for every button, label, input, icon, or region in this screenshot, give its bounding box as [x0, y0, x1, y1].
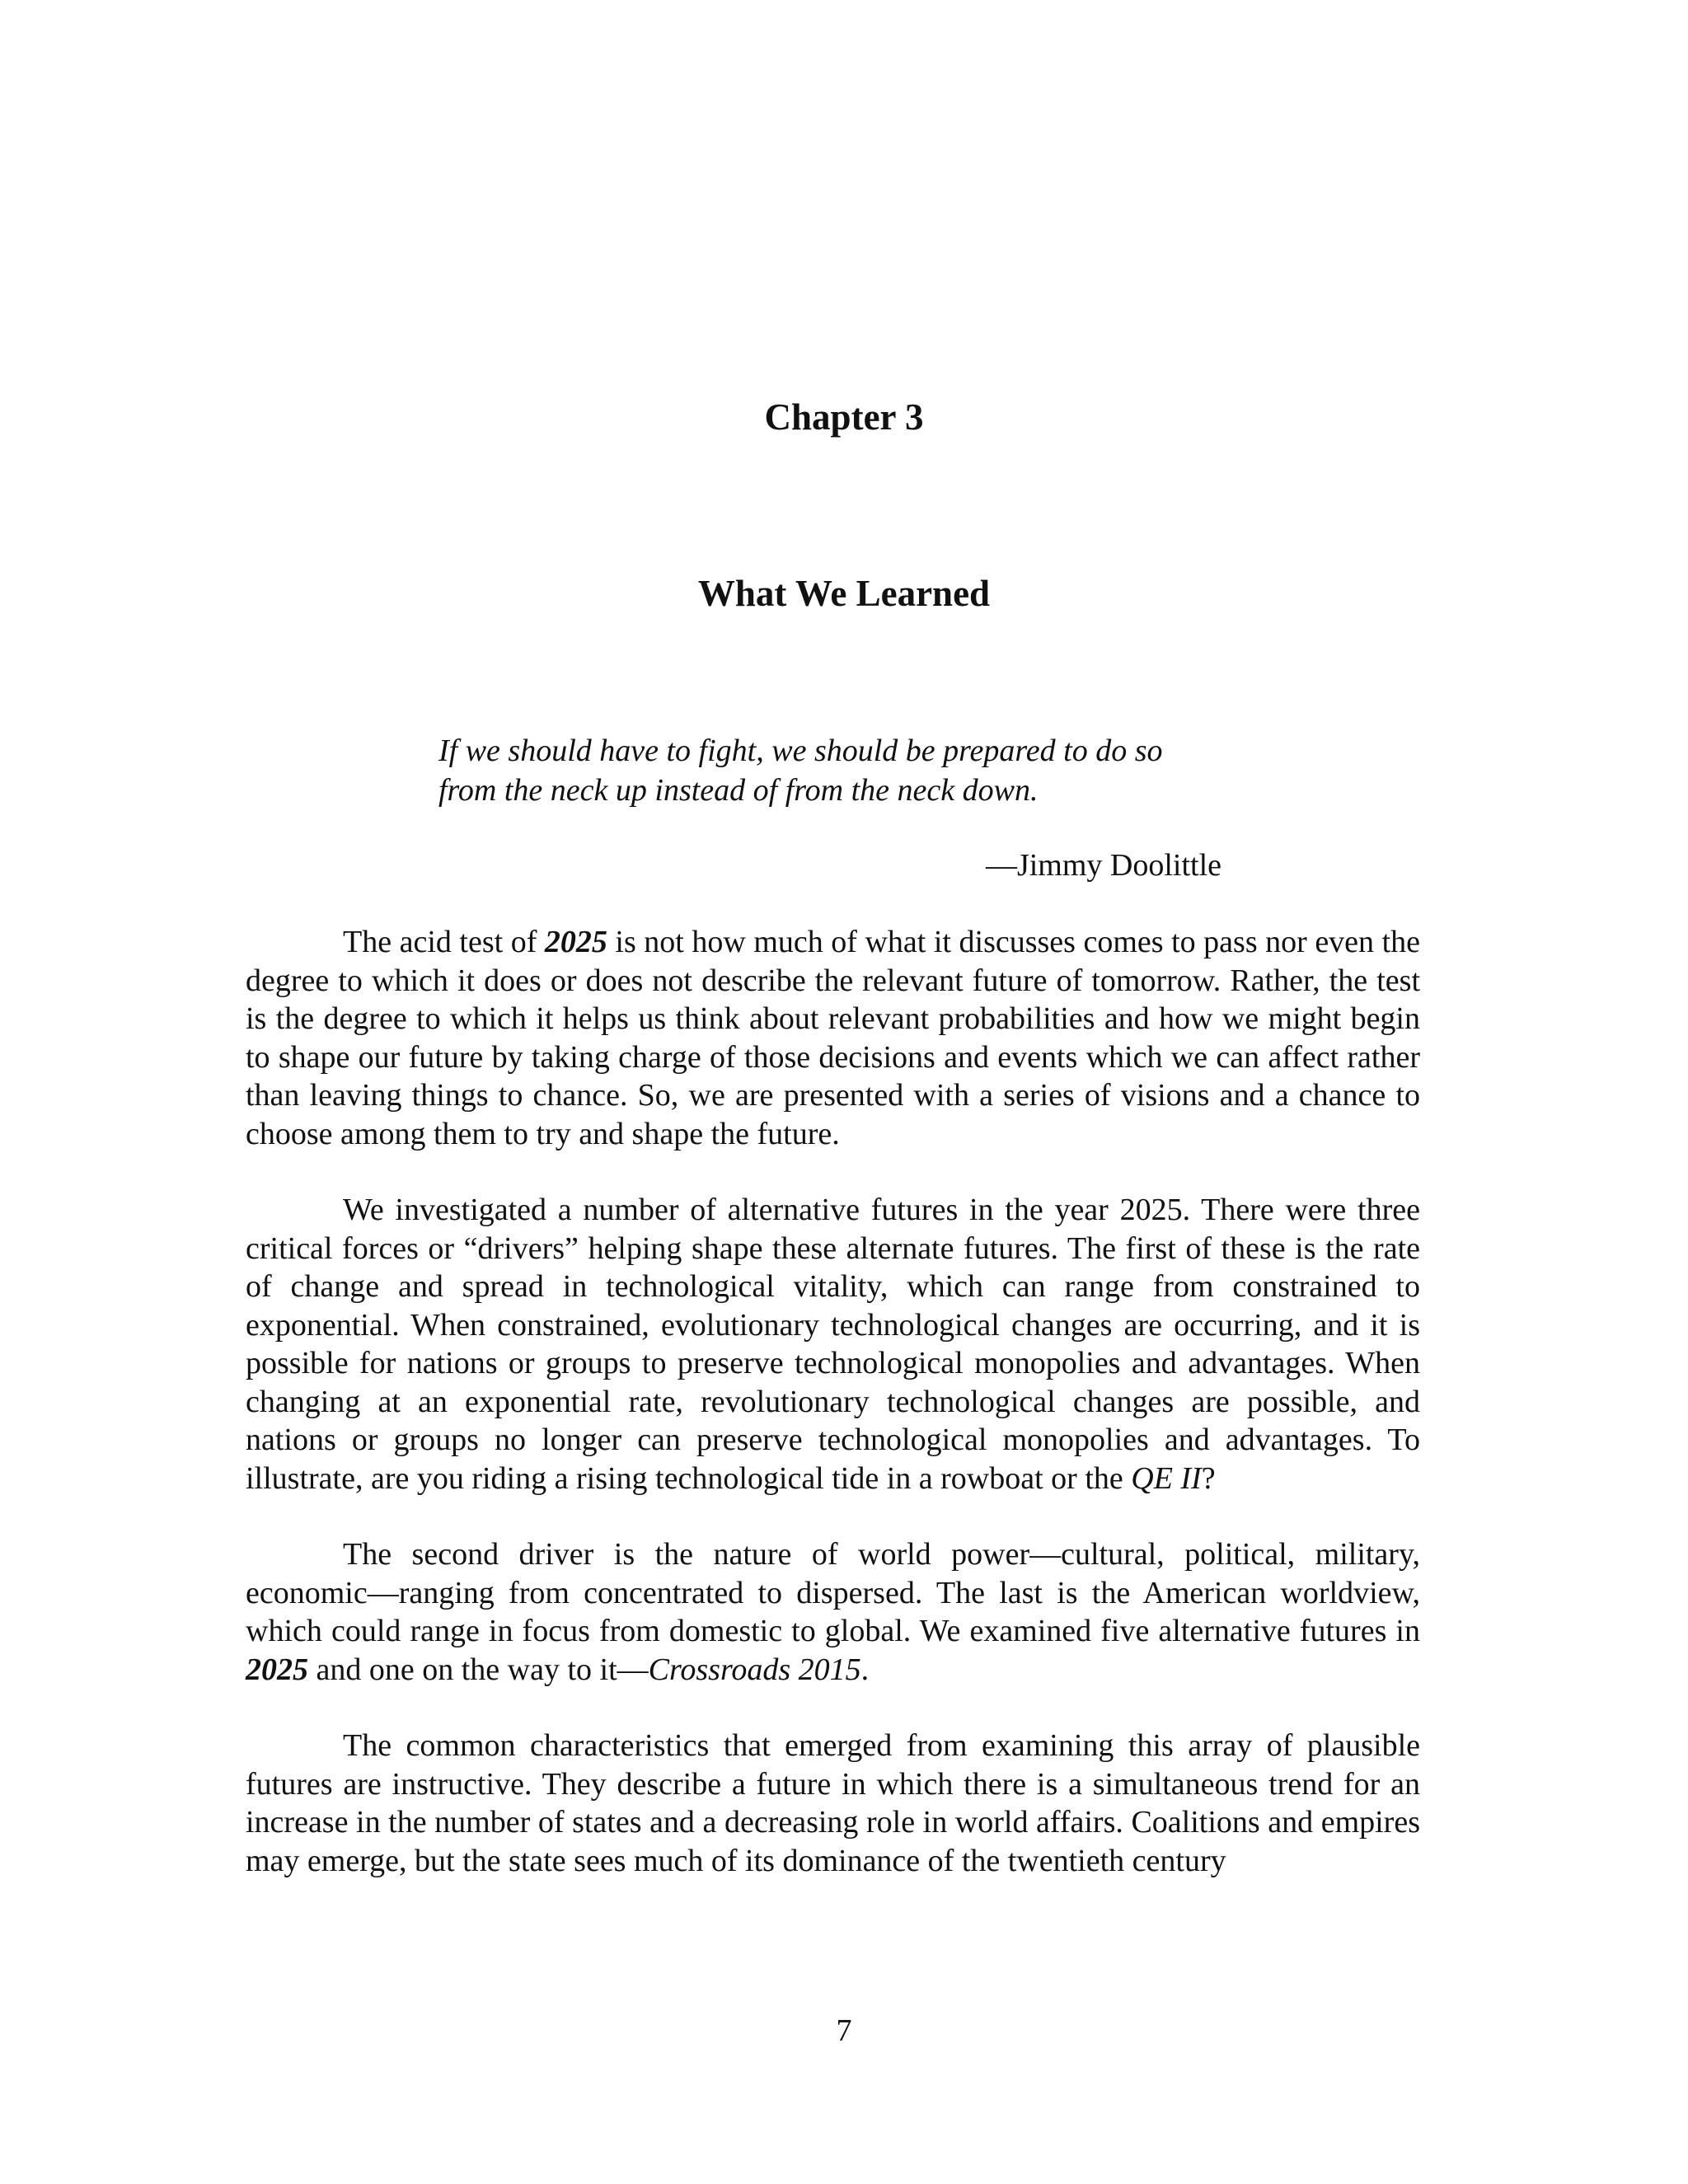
text-run: is not how much of what it discusses comes to pass nor even the degree to which it does or does not describe the relevant future of tomorrow. Rather, the test is the degree to which it helps us think about relevant probabilities and how we might begin to shape our future by taking charge of those decisions and events which we can affect rather than leaving things to chance. So, we are presented with a series of visions and a chance to choose among them to try and shape the future. — [246, 925, 1420, 1151]
text-run: ? — [1201, 1460, 1216, 1496]
page-number: 7 — [836, 2013, 852, 2048]
body-paragraph — [246, 1535, 1420, 1689]
epigraph-line: from the neck up instead of from the neck down. — [438, 773, 1039, 808]
text-run: The common characteristics that emerged from examining this array of plausible futures are instructive. They describe a future in which there is a simultaneous trend for an increase in the number of states and a decreasing role in world affairs. Coalitions and empires may emerge, but the state sees much of its dominance of the twentieth century — [246, 1728, 1420, 1878]
body-paragraph — [246, 923, 1420, 1153]
text-run: The second driver is the nature of world power—cultural, political, military, economic—ranging from concentrated to dispersed. The last is the American worldview, which could range in focus from domestic to global. We examined five alternative futures in — [246, 1537, 1420, 1648]
epigraph-line: If we should have to fight, we should be prepared to do so — [438, 733, 1163, 768]
body-paragraph — [246, 1191, 1420, 1497]
body-text — [246, 923, 1420, 1918]
text-run: and one on the way to it— — [308, 1652, 649, 1687]
text-run: We investigated a number of alternative futures in the year 2025. There were three critical forces or “drivers” helping shape these alternate futures. The first of these is the rate of change and spread in technological vitality, which can range from constrained to exponential. When constrained, evolutionary technological changes are occurring, and it is possible for nations or groups to preserve technological monopolies and advantages. When changing at an exponential rate, revolutionary technological changes are possible, and nations or groups no longer can preserve technological monopolies and advantages. To illustrate, are you riding a rising technological tide in a rowboat or the — [246, 1193, 1420, 1496]
text-run: . — [860, 1652, 870, 1687]
text-run: The acid test of — [343, 925, 545, 959]
body-paragraph — [246, 1727, 1420, 1880]
epigraph-quote — [438, 731, 1246, 810]
title-emphasis: 2025 — [544, 925, 607, 959]
ship-name-emphasis: QE II — [1131, 1460, 1202, 1496]
title-emphasis: 2025 — [246, 1652, 308, 1687]
chapter-number: Chapter 3 — [764, 396, 924, 438]
chapter-title: What We Learned — [697, 573, 991, 614]
scenario-name-emphasis: Crossroads 2015 — [648, 1652, 861, 1687]
epigraph-attribution: —Jimmy Doolittle — [985, 848, 1221, 883]
